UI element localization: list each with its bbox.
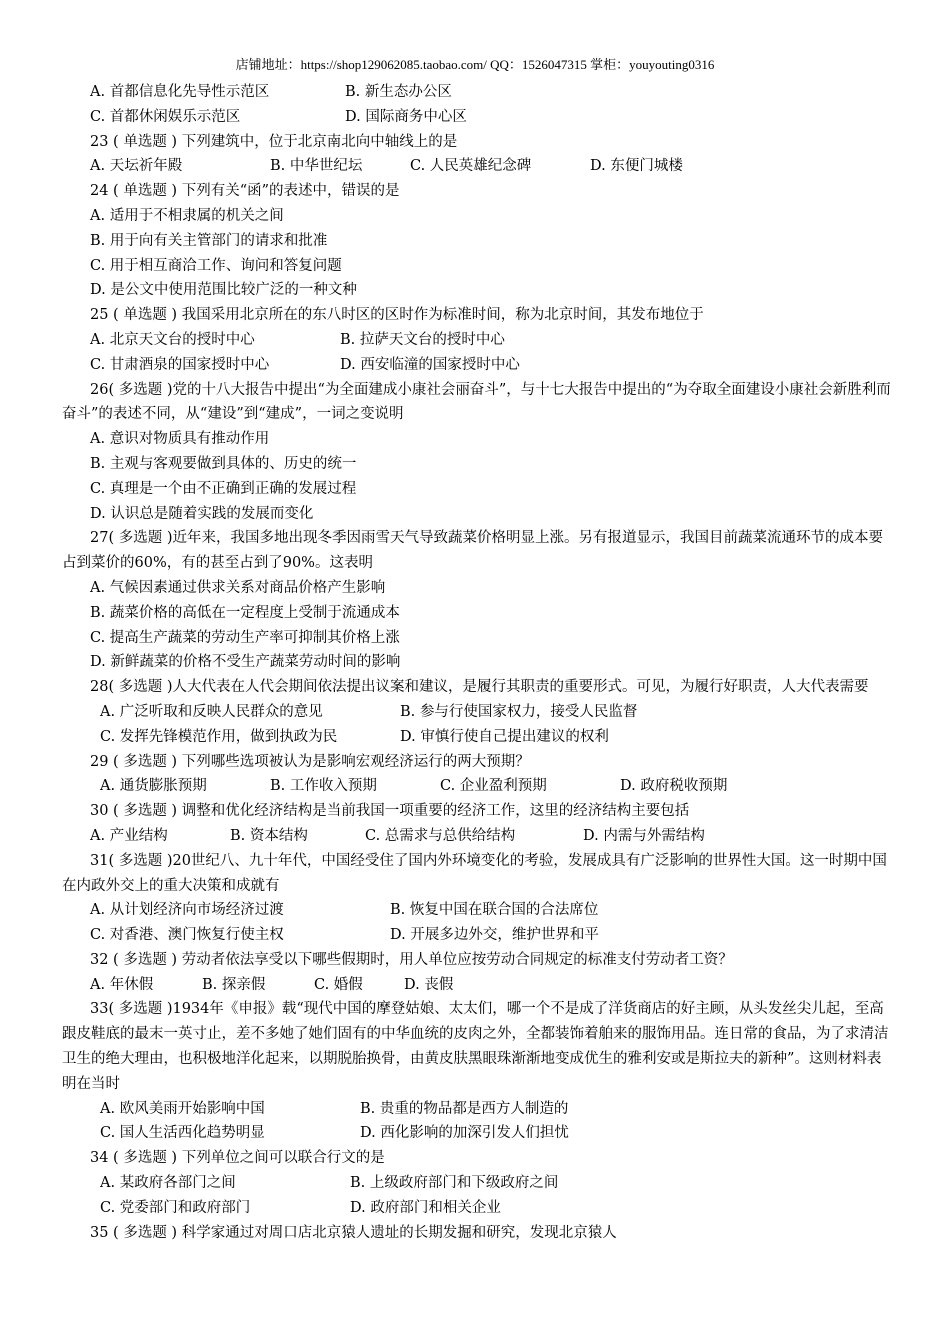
option-d: D. 政府税收预期 [620, 778, 728, 795]
option-b: B. 中华世纪坛 [270, 158, 363, 175]
option-b: B. 上级政府部门和下级政府之间 [350, 1175, 559, 1192]
options-row [62, 725, 894, 750]
option-b: B. 工作收入预期 [270, 778, 377, 795]
option-b: B. 资本结构 [230, 827, 308, 844]
option-c: C. 企业盈利预期 [440, 778, 547, 795]
option-d: D. 西安临潼的国家授时中心 [340, 356, 520, 373]
options-row [62, 774, 894, 799]
option-a: A. 意识对物质具有推动作用 [90, 431, 270, 448]
option-c: C. 国人生活西化趋势明显 [100, 1125, 265, 1142]
question-30: 30 ( 多选题 ) 调整和优化经济结构是当前我国一项重要的经济工作，这里的经济结构主要包括 [90, 803, 690, 820]
option-c: C. 用于相互商洽工作、询问和答复问题 [90, 257, 342, 274]
option-a: A. 欧风美雨开始影响中国 [100, 1100, 265, 1117]
option-a: A. 某政府各部门之间 [100, 1175, 236, 1192]
option-a: A. 从计划经济向市场经济过渡 [90, 902, 284, 919]
option-b: B. 探亲假 [202, 976, 266, 993]
options-row [62, 1196, 894, 1221]
question-28: 28( 多选题 )人大代表在人代会期间依法提出议案和建议，是履行其职责的重要形式。可见，为履行好职责，人大代表需要 [90, 679, 869, 696]
option-b: B. 参与行使国家权力，接受人民监督 [400, 703, 638, 720]
option-d: D. 国际商务中心区 [345, 108, 467, 125]
options-row [62, 898, 894, 923]
option-a: A. 北京天文台的授时中心 [90, 331, 255, 348]
option-d: D. 开展多边外交，维护世界和平 [390, 927, 599, 944]
option-b: B. 恢复中国在联合国的合法席位 [390, 902, 599, 919]
option-c: C. 甘肃酒泉的国家授时中心 [90, 356, 270, 373]
question-31: 31( 多选题 )20世纪八、九十年代，中国经受住了国内外环境变化的考验，发展成具有广泛影响的世界性大国。这一时期中国在内政外交上的重大决策和成就有 [62, 852, 887, 894]
option-a: A. 气候因素通过供求关系对商品价格产生影响 [90, 579, 386, 596]
option-a: A. 首都信息化先导性示范区 [90, 84, 270, 100]
option-d: D. 是公文中使用范围比较广泛的一种文种 [90, 282, 357, 299]
option-d: D. 东便门城楼 [590, 158, 683, 175]
options-row [62, 1171, 894, 1196]
option-d: D. 新鲜蔬菜的价格不受生产蔬菜劳动时间的影响 [90, 654, 401, 671]
option-d: D. 丧假 [404, 976, 454, 993]
question-23: 23 ( 单选题 ) 下列建筑中，位于北京南北向中轴线上的是 [90, 133, 458, 150]
option-a: A. 适用于不相隶属的机关之间 [90, 207, 284, 224]
question-27: 27( 多选题 )近年来，我国多地出现冬季因雨雪天气导致蔬菜价格明显上涨。另有报道显示，我国目前蔬菜流通环节的成本要占到菜价的60%，有的甚至占到了90%。这表明 [62, 530, 883, 572]
question-32: 32 ( 多选题 ) 劳动者依法享受以下哪些假期时，用人单位应按劳动合同规定的标准支付劳动者工资？ [90, 951, 733, 968]
option-d: D. 西化影响的加深引发人们担忧 [360, 1125, 569, 1142]
option-d: D. 审慎行使自己提出建议的权利 [400, 728, 609, 745]
option-a: A. 天坛祈年殿 [90, 158, 183, 175]
options-row [62, 328, 894, 353]
options-row [62, 700, 894, 725]
question-24: 24 ( 单选题 ) 下列有关“函”的表述中，错误的是 [90, 183, 400, 200]
option-c: C. 党委部门和政府部门 [100, 1199, 251, 1216]
option-d: D. 认识总是随着实践的发展而变化 [90, 505, 314, 522]
question-33: 33( 多选题 )1934年《申报》载“现代中国的摩登姑娘、太太们，哪一个不是成了洋货商店的好主顾，从头发丝尖儿起，至高跟皮鞋底的最末一英寸止，差不多她了她们固有的中华血统的皮肉之外，全都装饰着舶来的服饰用品。连日常的食品，为了求清洁卫生的绝大理由，也积极地洋化起来，以期脱胎换骨，由黄皮肤黑眼珠渐渐地变成优生的雅利安或是斯拉夫的新种”。这则材料表明在当时 [62, 1001, 889, 1092]
option-a: A. 年休假 [90, 976, 154, 993]
option-a: A. 通货膨胀预期 [100, 778, 207, 795]
option-c: C. 人民英雄纪念碑 [410, 158, 532, 175]
question-list [62, 80, 894, 1245]
option-c: C. 提高生产蔬菜的劳动生产率可抑制其价格上涨 [90, 629, 400, 646]
question-34: 34 ( 多选题 ) 下列单位之间可以联合行文的是 [90, 1150, 385, 1167]
question-29: 29 ( 多选题 ) 下列哪些选项被认为是影响宏观经济运行的两大预期？ [90, 753, 530, 770]
options-row [62, 923, 894, 948]
option-c: C. 首都休闲娱乐示范区 [90, 108, 241, 125]
option-c: C. 发挥先锋模范作用，做到执政为民 [100, 728, 338, 745]
options-row [62, 1097, 894, 1122]
options-row [62, 154, 894, 179]
option-b: B. 蔬菜价格的高低在一定程度上受制于流通成本 [90, 604, 400, 621]
options-row [62, 80, 894, 105]
options-row [62, 1121, 894, 1146]
option-c: C. 总需求与总供给结构 [365, 827, 516, 844]
shop-header: 店铺地址：https://shop129062085.taobao.com/ QQ：1526047315 掌柜：youyouting0316 [235, 57, 715, 72]
question-25: 25 ( 单选题 ) 我国采用北京所在的东八时区的区时作为标准时间，称为北京时间，其发布地位于 [90, 307, 704, 324]
question-35: 35 ( 多选题 ) 科学家通过对周口店北京猿人遗址的长期发掘和研究，发现北京猿人 [90, 1224, 617, 1241]
option-a: A. 广泛听取和反映人民群众的意见 [100, 703, 323, 720]
option-c: C. 真理是一个由不正确到正确的发展过程 [90, 480, 357, 497]
options-row [62, 973, 894, 998]
question-26: 26( 多选题 )党的十八大报告中提出“为全面建成小康社会丽奋斗”，与十七大报告中提出的“为夺取全面建设小康社会新胜利而奋斗”的表述不同，从“建设”到“建成”，一词之变说明 [62, 381, 891, 423]
option-b: B. 主观与客观要做到具体的、历史的统一 [90, 455, 357, 472]
options-row [62, 105, 894, 130]
option-a: A. 产业结构 [90, 827, 168, 844]
option-c: C. 对香港、澳门恢复行使主权 [90, 927, 284, 944]
option-d: D. 内需与外需结构 [583, 827, 705, 844]
options-row [62, 353, 894, 378]
option-c: C. 婚假 [314, 976, 363, 993]
option-b: B. 用于向有关主管部门的请求和批准 [90, 232, 328, 249]
option-b: B. 拉萨天文台的授时中心 [340, 331, 505, 348]
options-row [62, 824, 894, 849]
option-b: B. 贵重的物品都是西方人制造的 [360, 1100, 569, 1117]
option-b: B. 新生态办公区 [345, 84, 452, 100]
option-d: D. 政府部门和相关企业 [350, 1199, 501, 1216]
